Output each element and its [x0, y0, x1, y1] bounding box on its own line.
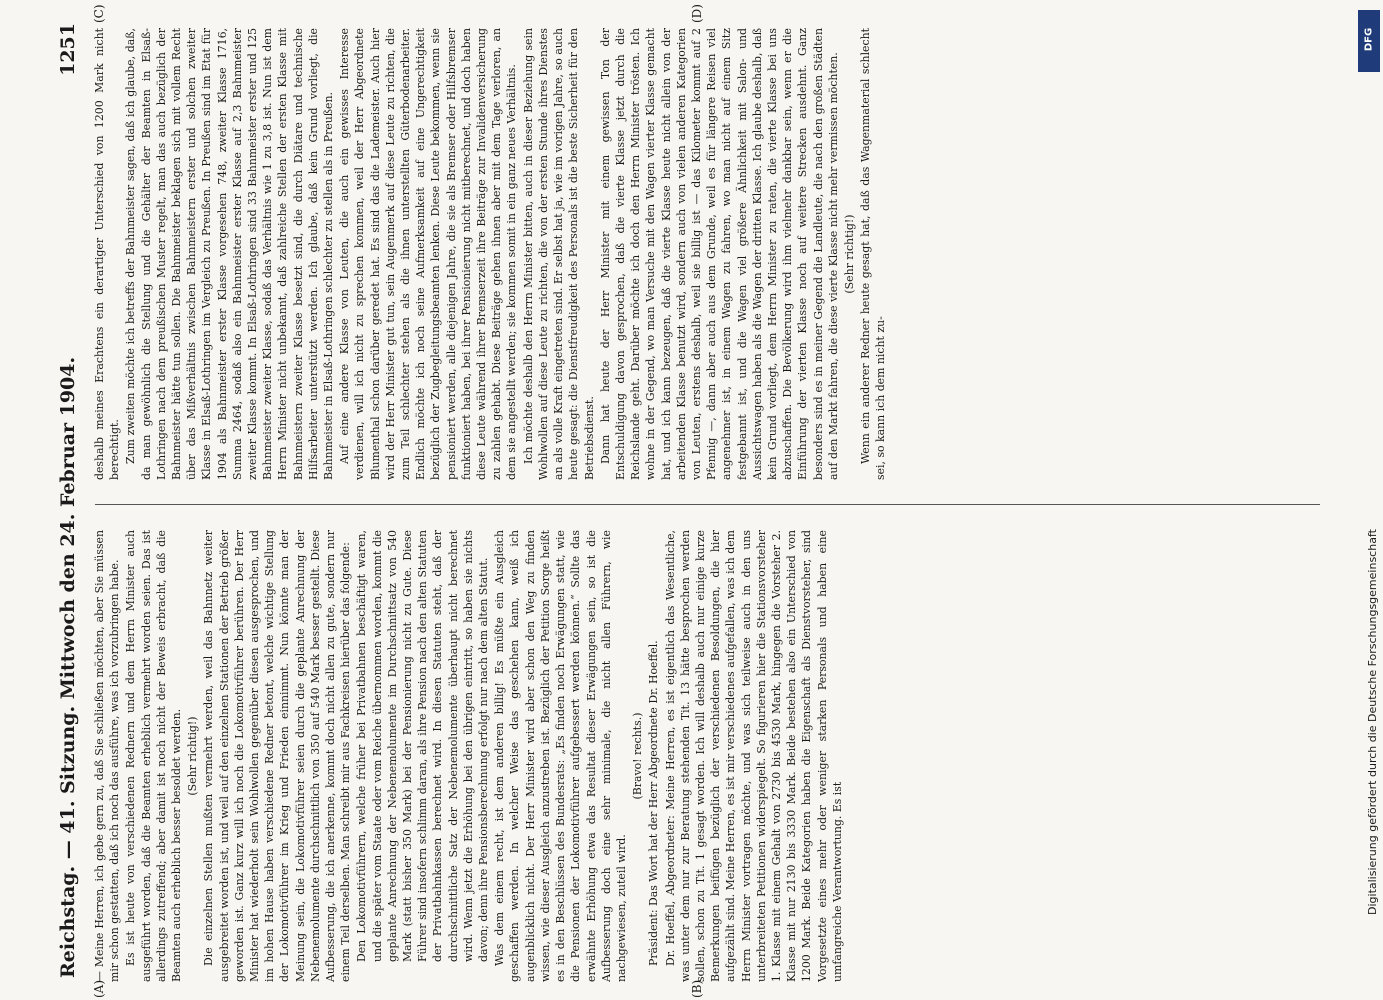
- header-title: Reichstag. — 41. Sitzung. Mittwoch den 24. Februar 1904.: [57, 356, 79, 978]
- left-column-paragraph: Präsident: Das Wort hat der Herr Abgeordnete Dr. Hoeffel.: [647, 640, 661, 966]
- left-column-paragraph: (Sehr richtig!): [186, 716, 200, 796]
- left-column-paragraph: (Bravo! rechts.): [631, 712, 645, 800]
- left-column-paragraph: — Meine Herren, ich gebe gern zu, daß Sie schließen möchten, aber Sie müssen mir schon gestatten, daß ich noch das ausführe, was ich vorzubringen habe.: [93, 530, 122, 982]
- margin-marker-b: (B): [690, 979, 704, 998]
- right-column-paragraph: Ich möchte deshalb den Herrn Minister bitten, auch in dieser Beziehung sein Wohlwollen auf diese Leute zu richten, die von der ersten Stunde ihres Dienstes an als volle Kraft eingetreten sind. Er selbst hat ja, wie im vorigen Jahre, so auch heute gesagt: die Dienstfreudigkeit des Personals ist die beste Sicherheit für den Betriebsdienst.: [521, 28, 596, 480]
- text-column-right: [92, 28, 1332, 480]
- right-column-paragraph: Dann hat heute der Herr Minister mit einem gewissen Ton der Entschuldigung davon gesprochen, daß die vierte Klasse jetzt durch die Reichslande geht. Darüber möchte ich doch den Herrn Minister trösten. Ich wohne in der Gegend, wo man Versuche mit den Wagen vierter Klasse gemacht hat, und ich kann bezeugen, daß die vierte Klasse heute nicht allein von der arbeitenden Klasse benutzt wird, sondern auch von vielen anderen Kategorien von Leuten, erstens deshalb, weil sie billig ist — das Kilometer kommt auf 2 Pfennig —, dann aber auch aus dem Grunde, weil es für längere Reisen viel angenehmer ist, in einem Wagen zu fahren, wo man nicht auf einem Sitz festgebannt ist, und die Wagen viel größere Ähnlichkeit mit Salon- und Aussichtswagen haben als die Wagen der dritten Klasse. Ich glaube deshalb, daß kein Grund vorliegt, dem Herrn Minister zu raten, die vierte Klasse bei uns abzuschaffen. Die Bevölkerung wird ihm vielmehr dankbar sein, wenn er die Einführung der vierten Klasse noch auf weitere Strecken ausdehnt. Ganz besonders sind es in meiner Gegend die Landleute, die nach den großen Städten auf den Markt fahren, die diese vierte Klasse nicht mehr vermissen möchten.: [598, 28, 840, 480]
- right-column-paragraph: Zum zweiten möchte ich betreffs der Bahnmeister sagen, daß ich glaube, daß, da man gewöhnlich die Stellung und die Gehälter der Beamten in Elsaß-Lothringen nach dem preußischen Muster regelt, man das auch bezüglich der Bahnmeister hätte tun sollen. Die Bahnmeister beklagen sich mit vollem Recht über das Mißverhältnis zwischen Bahnmeistern erster und solchen zweiter Klasse in Elsaß-Lothringen im Vergleich zu Preußen. In Preußen sind im Etat für 1904 als Bahnmeister erster Klasse vorgesehen 748, zweiter Klasse 1716, Summa 2464, sodaß also ein Bahnmeister erster Klasse auf 2,3 Bahnmeister zweiter Klasse kommt. In Elsaß-Lothringen sind 33 Bahnmeister erster und 125 Bahnmeister zweiter Klasse, sodaß das Verhältnis wie 1 zu 3,8 ist. Nun ist dem Herrn Minister nicht unbekannt, daß zahlreiche Stellen der ersten Klasse mit Bahnmeistern zweiter Klasse besetzt sind, die durch Diätare und technische Hilfsarbeiter unterstützt werden. Ich glaube, daß kein Grund vorliegt, die Bahnmeister in Elsaß-Lothringen schlechter zu stellen als in Preußen.: [124, 28, 336, 480]
- page-number: 1251: [57, 23, 79, 76]
- left-column-paragraph: Dr. Hoeffel, Abgeordneter: Meine Herren, es ist eigentlich das Wesentliche, was unter dem nur zur Beratung stehenden Tit. 13 hätte besprochen werden sollen, schon zu Tit. 1 gesagt worden. Ich will deshalb auch nur einige kurze Bemerkungen beifügen bezüglich der verschiedenen Besoldungen, die hier aufgezählt sind. Meine Herren, es ist mir verschiedenes aufgefallen, was ich dem Herrn Minister vortragen möchte, und was sich teilweise auch in den uns unterbreiteten Petitionen widerspiegelt. So figurieren hier die Stationsvorsteher 1. Klasse mit einem Gehalt von 2730 bis 4530 Mark, hingegen die Vorsteher 2. Klasse mit nur 2130 bis 3330 Mark. Beide bestehen also ein Unterschied von 1200 Mark. Beide Kategorien haben die Eigenschaft als Dienstvorsteher, sind Vorgesetzte eines mehr oder weniger starken Personals und haben eine umfangreiche Verantwortung. Es ist: [663, 530, 844, 982]
- page-header: [55, 23, 85, 978]
- margin-marker-d: (D): [690, 4, 704, 23]
- margin-marker-a: (A): [92, 979, 106, 998]
- digitization-notice: Digitalisierung gefördert durch die Deutsche Forschungsgemeinschaft: [1366, 529, 1379, 915]
- right-column-paragraph: (Sehr richtig!): [842, 214, 856, 294]
- right-column-paragraph: Wenn ein anderer Redner heute gesagt hat, daß das Wagenmaterial schlecht sei, so kann ich dem nicht zu-: [859, 28, 888, 480]
- left-column-paragraph: Den Lokomotivführern, welche früher bei Privatbahnen beschäftigt waren, und die später vom Staate oder vom Reiche übernommen worden, kommt die geplante Anrechnung der Nebenemolumente im Durchschnittsatz von 540 Mark (statt bisher 350 Mark) bei der Pensionierung nicht zu Gute. Diese Führer sind insofern schlimm daran, als ihre Pension nach den alten Statuten der Privatbahnkassen berechnet wird. In diesen Statuten steht, daß der durchschnittliche Satz der Nebenemolumente überhaupt nicht berechnet wird. Wenn jetzt die Erhöhung bei den übrigen eintritt, so haben sie nichts davon; denn ihre Pensionsberechnung erfolgt nur nach dem alten Statut.: [355, 530, 491, 962]
- left-column-paragraph: Es ist heute von verschiedenen Rednern und dem Herrn Minister auch ausgeführt worden, daß die Beamten erheblich vermehrt worden seien. Das ist allerdings zutreffend; aber damit ist noch nicht der Beweis erbracht, daß die Beamten auch erheblich besser besoldet werden.: [124, 530, 184, 982]
- text-column-left: [92, 530, 1332, 982]
- column-divider: [95, 504, 1320, 505]
- watermark-strip: [1355, 10, 1383, 990]
- right-column-paragraph: deshalb meines Erachtens ein derartiger Unterschied von 1200 Mark nicht berechtigt.: [93, 28, 122, 480]
- dfg-logo: DFG: [1358, 10, 1380, 72]
- margin-marker-c: (C): [92, 4, 106, 23]
- left-column-paragraph: Die einzelnen Stellen mußten vermehrt werden, weil das Bahnnetz weiter ausgebreitet worden ist, und weil auf den einzelnen Stationen der Betrieb größer geworden ist. Ganz kurz will ich noch die Lokomotivführer berühren. Der Herr Minister hat wiederholt sein Wohlwollen gegenüber diesen ausgesprochen, und im hohen Hause haben verschiedene Redner betont, welche wichtige Stellung der Lokomotivführer im Krieg und Frieden einnimmt. Nun könnte man der Meinung sein, die Lokomotivführer seien durch die geplante Anrechnung der Nebenemolumente durchschnittlich von 350 auf 540 Mark besser gestellt. Diese Aufbesserung, die ich anerkenne, kommt doch nicht allen zu gute, sondern nur einem Teil derselben. Man schreibt mir aus Fachkreisen hierüber das folgende:: [202, 530, 353, 982]
- right-column-paragraph: Auf eine andere Klasse von Leuten, die auch ein gewisses Interesse verdienen, will ich nicht zu sprechen kommen, weil der Herr Abgeordnete Blumenthal schon darüber geredet hat. Es sind das die Lademeister. Auch hier wird der Herr Minister gut tun, sein Augenmerk auf diese Leute zu richten, die zum Teil schlechter stehen als die ihnen unterstellten Güterbodenarbeiter. Endlich möchte ich noch seine Aufmerksamkeit auf eine Ungerechtigkeit bezüglich der Zugbegleitungsbeamten lenken. Diese Leute bekommen, wenn sie pensioniert werden, alle diejenigen Jahre, die sie als Bremser oder Hilfsbremser funktioniert haben, bei ihrer Pensionierung nicht mitberechnet, und doch haben diese Leute während ihrer Bremserzeit ihre Beiträge zur Invalidenversicherung zu zahlen gehabt. Diese Beiträge gehen ihnen aber mit dem Tage verloren, an dem sie angestellt werden; sie kommen somit in ein ganz neues Verhältnis.: [338, 28, 519, 480]
- left-column-paragraph: Was dem einem recht, ist dem anderen billig! Es müßte ein Ausgleich geschaffen werden. In welcher Weise das geschehen kann, weiß ich augenblicklich nicht. Der Herr Minister wird aber schon den Weg zu finden wissen, wie dieser Ausgleich anzustreben ist. Bezüglich der Petition Sorge heißt es in den Beschlüssen des Bundesrats: „Es finden noch Erwägungen statt, wie die Pensionen der Lokomotivführer aufgebessert werden können.“ Sollte das erwähnte Erhöhung etwa das Resultat dieser Erwägungen sein, so ist die Aufbesserung doch eine sehr minimale, die nicht allen Führern, wie nachgewiesen, zuteil wird.: [493, 530, 628, 982]
